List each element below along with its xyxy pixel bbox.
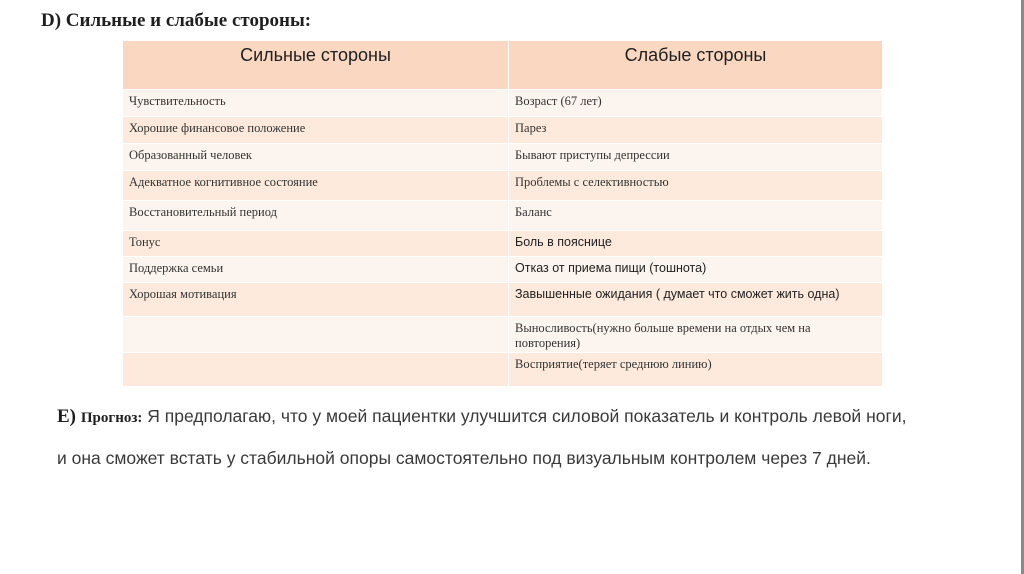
strength-cell: Адекватное когнитивное состояние <box>123 171 509 201</box>
weakness-cell: Баланс <box>509 201 883 231</box>
strength-cell <box>123 353 509 387</box>
weakness-cell: Бывают приступы депрессии <box>509 144 883 171</box>
strength-cell <box>123 317 509 353</box>
table-row <box>123 231 883 257</box>
strength-cell: Тонус <box>123 231 509 257</box>
strengths-weaknesses-table <box>122 40 883 387</box>
table-row <box>123 144 883 171</box>
header-weaknesses: Слабые стороны <box>509 41 883 90</box>
table-row <box>123 317 883 353</box>
prognosis-label: Прогноз: <box>80 410 143 426</box>
table-row <box>123 283 883 317</box>
table-row <box>123 171 883 201</box>
section-d-heading: D) Сильные и слабые стороны: <box>41 10 312 31</box>
prognosis-text: Я предполагаю, что у моей пациентки улучшится силовой показатель и контроль левой ноги, и она сможет встать у стабильной опоры самостоятельно под визуальным контролем через 7 дней. <box>57 406 907 468</box>
table-row <box>123 117 883 144</box>
strength-cell: Хорошие финансовое положение <box>123 117 509 144</box>
table-row <box>123 201 883 231</box>
weakness-cell: Выносливость(нужно больше времени на отдых чем на повторения) <box>509 317 883 353</box>
strength-cell: Хорошая мотивация <box>123 283 509 317</box>
section-e-label: E) <box>57 406 76 427</box>
table-header-row <box>123 41 883 90</box>
table-row <box>123 257 883 283</box>
table-row <box>123 90 883 117</box>
weakness-cell: Восприятие(теряет среднюю линию) <box>509 353 883 387</box>
prognosis-section <box>57 396 907 478</box>
weakness-cell: Проблемы с селективностью <box>509 171 883 201</box>
strength-cell: Поддержка семьи <box>123 257 509 283</box>
strength-cell: Образованный человек <box>123 144 509 171</box>
weakness-cell: Отказ от приема пищи (тошнота) <box>509 257 883 283</box>
table-row <box>123 353 883 387</box>
weakness-cell: Боль в пояснице <box>509 231 883 257</box>
weakness-cell: Возраст (67 лет) <box>509 90 883 117</box>
header-strengths: Сильные стороны <box>123 41 509 90</box>
weakness-cell: Парез <box>509 117 883 144</box>
strength-cell: Восстановительный период <box>123 201 509 231</box>
strength-cell: Чувствительность <box>123 90 509 117</box>
weakness-cell: Завышенные ожидания ( думает что сможет жить одна) <box>509 283 883 317</box>
